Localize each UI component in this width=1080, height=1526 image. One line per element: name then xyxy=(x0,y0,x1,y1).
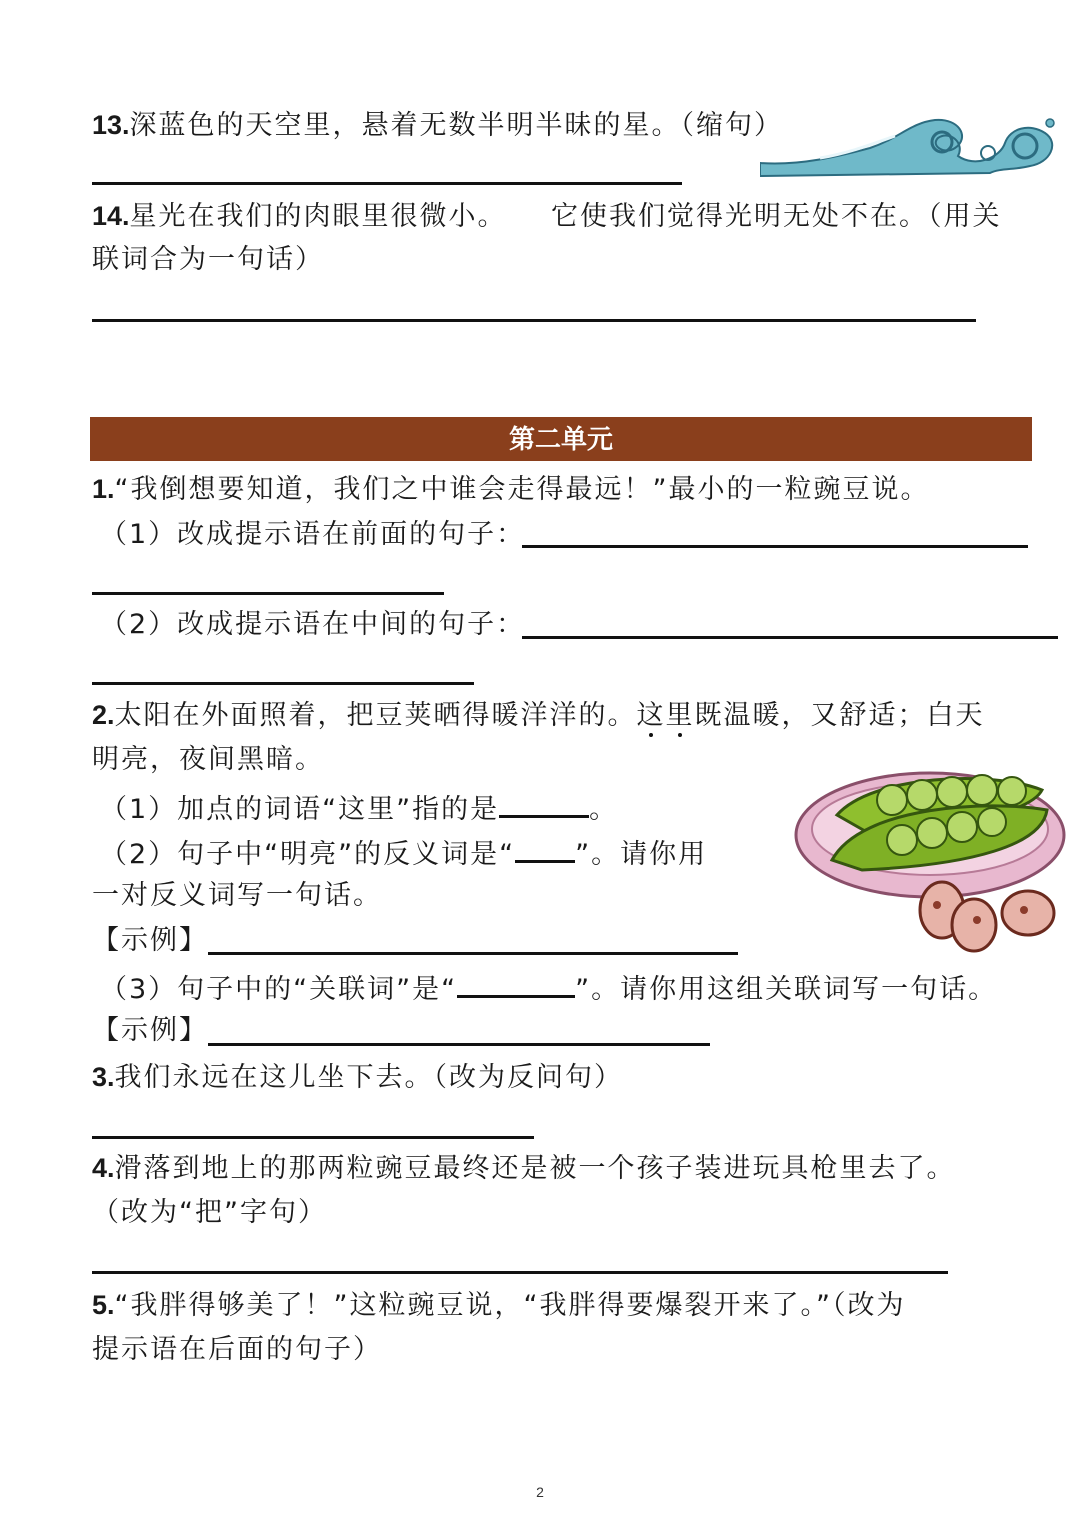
sub-text: 一对反义词写一句话。 xyxy=(92,880,382,911)
question-number: 2. xyxy=(92,700,115,730)
question-text-continued: 明亮，夜间黑暗。 xyxy=(92,744,324,775)
blank[interactable] xyxy=(499,789,589,818)
sub-text: （1）加点的词语“这里”指的是 xyxy=(100,794,500,825)
answer-line[interactable] xyxy=(92,182,682,185)
question-13 xyxy=(92,108,783,143)
question-text: “我胖得够美了！”这粒豌豆说，“我胖得要爆裂开来了。”（改为 xyxy=(114,1290,906,1321)
sub-text: 。 xyxy=(589,794,619,825)
question-text-continued: 提示语在后面的句子） xyxy=(92,1334,382,1365)
answer-line[interactable] xyxy=(208,1043,710,1046)
wave-illustration xyxy=(760,108,1060,178)
question-text: 太阳在外面照着，把豆荚晒得暖洋洋的。 xyxy=(114,700,637,731)
answer-line[interactable] xyxy=(92,592,444,595)
question-number: 1. xyxy=(92,474,115,504)
question-number: 5. xyxy=(92,1290,115,1320)
dotted-char: 里 xyxy=(665,700,695,731)
unit2-question-1 xyxy=(92,472,930,507)
answer-line[interactable] xyxy=(92,319,976,322)
sub-text: （2）句子中“明亮”的反义词是“ xyxy=(100,839,516,870)
answer-line[interactable] xyxy=(208,952,738,955)
question-number: 3. xyxy=(92,1062,115,1092)
sub-text: ”。请你用这组关联词写一句话。 xyxy=(575,974,998,1005)
question-text: 滑落到地上的那两粒豌豆最终还是被一个孩子装进玩具枪里去了。 xyxy=(114,1153,956,1184)
blank[interactable] xyxy=(515,834,575,863)
answer-line[interactable] xyxy=(522,545,1028,548)
question-number: 14. xyxy=(92,201,130,231)
question-14 xyxy=(92,199,1002,234)
answer-line[interactable] xyxy=(92,1136,534,1139)
question-text: “我倒想要知道，我们之中谁会走得最远！”最小的一粒豌豆说。 xyxy=(114,474,930,505)
question-text-continued: 联词合为一句话） xyxy=(92,244,324,275)
question-text: 既温暖，又舒适；白天 xyxy=(694,700,985,731)
question-text: 我们永远在这儿坐下去。（改为反问句） xyxy=(114,1062,624,1093)
unit2-question-4 xyxy=(92,1151,956,1186)
example-label: 【示例】 xyxy=(92,1015,208,1046)
pea-pod-illustration xyxy=(792,765,1070,955)
answer-line[interactable] xyxy=(92,1271,948,1274)
sub-question-2 xyxy=(100,834,707,872)
sub-text: （3）句子中的“关联词”是“ xyxy=(100,974,458,1005)
sub-question-2: （2）改成提示语在中间的句子： xyxy=(100,609,526,640)
sub-question-1: （1）改成提示语在前面的句子： xyxy=(100,519,526,550)
unit2-question-3 xyxy=(92,1060,623,1095)
sub-text: ”。请你用 xyxy=(575,839,708,870)
sub-question-1 xyxy=(100,789,618,827)
example-label: 【示例】 xyxy=(92,925,208,956)
question-number: 4. xyxy=(92,1153,115,1183)
sub-question-3 xyxy=(100,969,997,1007)
answer-line[interactable] xyxy=(92,682,474,685)
question-text-continued: （改为“把”字句） xyxy=(92,1197,327,1228)
unit-banner: 第二单元 xyxy=(90,417,1032,461)
unit2-question-5 xyxy=(92,1288,905,1323)
dotted-char: 这 xyxy=(636,700,666,731)
page-number: 2 xyxy=(536,1484,544,1500)
question-text: 星光在我们的肉眼里很微小。 它使我们觉得光明无处不在。（用关 xyxy=(129,201,1002,232)
blank[interactable] xyxy=(457,969,575,998)
answer-line[interactable] xyxy=(522,636,1058,639)
unit2-question-2 xyxy=(92,698,985,733)
question-text: 深蓝色的天空里，悬着无数半明半昧的星。（缩句） xyxy=(129,110,784,141)
question-number: 13. xyxy=(92,110,130,140)
